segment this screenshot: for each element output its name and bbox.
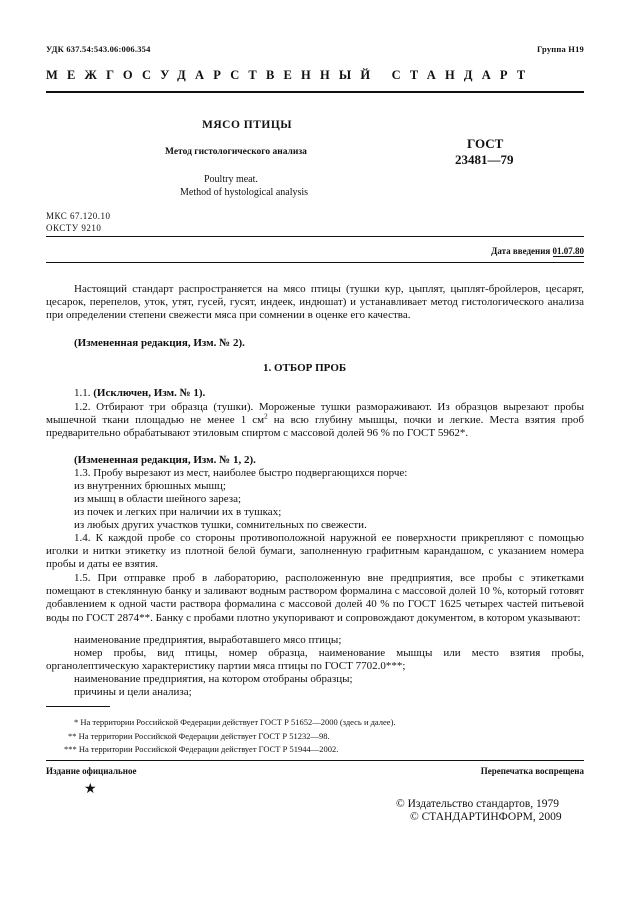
footnote: * На территории Российской Федерации действует ГОСТ Р 51652—2000 (здесь и далее).: [74, 717, 396, 727]
header-divider: [46, 91, 584, 93]
clause-1-2: [46, 401, 584, 441]
clause-1-1-number: 1.1.: [74, 387, 91, 399]
intro-date: [491, 246, 584, 256]
copyright-standartinform: © СТАНДАРТИНФОРМ, 2009: [410, 811, 562, 823]
gost-number: 23481—79: [455, 152, 514, 167]
clause-1-5: 1.5. При отправке проб в лабораторию, расположенную вне предприятия, все пробы с этикетками помещают в стеклянную банку и заливают водным раствором формалина с массовой долей 10 %, который готовят добавлением к одной части раствора формалина с массовой долей 40 % по ГОСТ 1625 четырех частей питьевой воды по ГОСТ 2874**. Банку с пробами плотно укупоривают и сопровождают документом, в котором указывают:: [46, 572, 584, 624]
intro-date-label: Дата введения: [491, 246, 551, 256]
group-code: Группа Н19: [536, 44, 584, 54]
section-heading: 1. ОТБОР ПРОБ: [263, 362, 347, 374]
clause-1-4: 1.4. К каждой пробе со стороны противоположной наружной ее поверхности прикрепляют с помощью иголки и нитки этикетку из плотной белой бумаги, заполненную графитным карандашом, с указанием номера пробы и даты ее взятия.: [46, 532, 584, 571]
clause-1-2-text: 1.2. Отбирают три образца (тушки). Мороженые тушки размораживают. Из образцов вырезают пробы мышечной ткани площадью не менее 1 см: [46, 401, 584, 427]
list-item: наименование предприятия, на котором отобраны образцы;: [74, 673, 353, 685]
star-icon: ★: [84, 782, 97, 797]
classification-divider: [46, 236, 584, 237]
subtitle-ru: Метод гистологического анализа: [165, 147, 307, 157]
intro-text: Настоящий стандарт распространяется на мясо птицы (тушки кур, цыплят, цыплят-бройлеров, цесарят, цесарок, перепелов, уток, утят, гусей, гусят, индеек, индюшат) и устанавливает метод гистологического анализа при определении степени свежести мяса при сомнении в оценке его качества.: [46, 283, 584, 322]
date-divider: [46, 262, 584, 263]
udk-code: УДК 637.54:543.06:006.354: [46, 44, 151, 54]
clause-1-2-text-2: на всю глубину мышцы, почки и легкие. Места взятия проб предварительно обрабатывают этиловым спиртом с массовой долей 96 % по ГОСТ 5962*.: [46, 414, 584, 440]
edition-label: Издание официальное: [46, 766, 137, 776]
subtitle-en: Method of hystological analysis: [180, 187, 309, 198]
list-item: из любых других участков тушки, сомнительных по свежести.: [74, 519, 367, 531]
footnote-divider: [46, 706, 110, 707]
list-item: причины и цели анализа;: [74, 686, 192, 698]
list-item: номер пробы, вид птицы, номер образца, наименование мышцы или место взятия пробы, органолептическую характеристику партии мяса птицы по ГОСТ 7702.0***;: [46, 647, 584, 673]
mks-code: МКС 67.120.10: [46, 211, 111, 221]
clause-1-1-text: (Исключен, Изм. № 1).: [93, 387, 206, 399]
intro-amendment: (Измененная редакция, Изм. № 2).: [74, 337, 245, 349]
footnote: *** На территории Российской Федерации действует ГОСТ Р 51944—2002.: [64, 744, 339, 754]
clause-1-2-sup: 2: [264, 412, 268, 421]
title-ru: МЯСО ПТИЦЫ: [202, 119, 293, 131]
gost-label: ГОСТ: [467, 136, 504, 151]
clause-1-3: 1.3. Пробу вырезают из мест, наиболее быстро подвергающихся порче:: [74, 467, 408, 479]
clause-1-1: [74, 387, 205, 400]
list-item: из внутренних брюшных мышц;: [74, 480, 226, 492]
footer-divider: [46, 760, 584, 761]
clause-1-2-amendment: (Измененная редакция, Изм. № 1, 2).: [74, 454, 256, 466]
intro-date-value: 01.07.80: [552, 246, 584, 256]
list-item: из мышц в области шейного зареза;: [74, 493, 242, 505]
footnote: ** На территории Российской Федерации действует ГОСТ Р 51232—98.: [68, 731, 330, 741]
okstu-code: ОКСТУ 9210: [46, 223, 102, 233]
list-item: из почек и легких при наличии их в тушках;: [74, 506, 282, 518]
reprint-label: Перепечатка воспрещена: [480, 766, 584, 776]
list-item: наименование предприятия, выработавшего мясо птицы;: [74, 634, 342, 646]
title-en: Poultry meat.: [204, 174, 258, 185]
standard-type: МЕЖГОСУДАРСТВЕННЫЙ СТАНДАРТ: [46, 68, 535, 82]
copyright-publisher: © Издательство стандартов, 1979: [396, 798, 560, 810]
